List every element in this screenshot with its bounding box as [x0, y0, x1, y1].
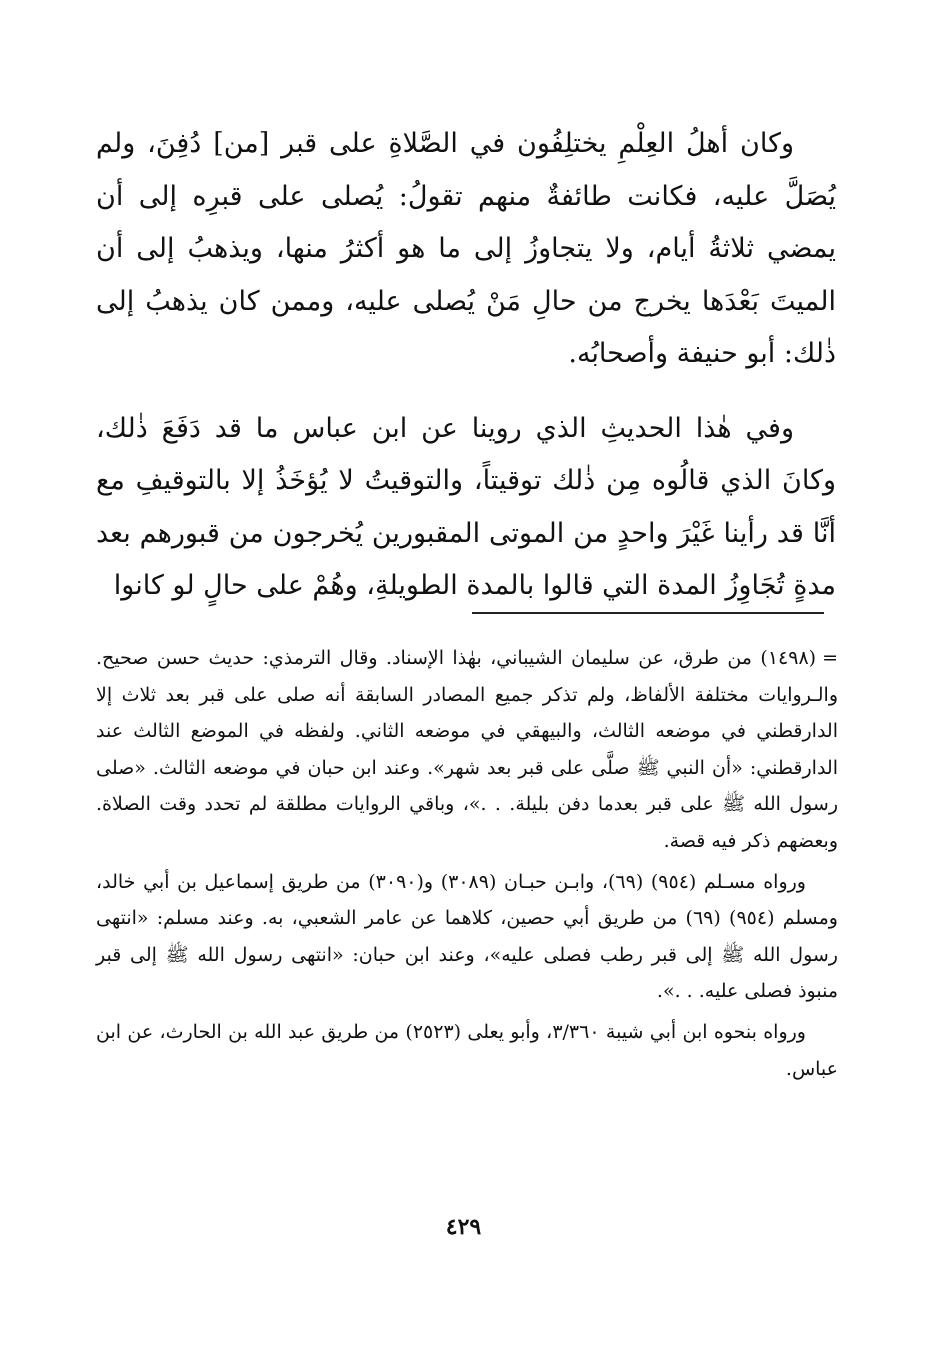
- footnote-continuation-marker: =: [822, 647, 838, 669]
- page-number: ٤٢٩: [445, 1214, 482, 1240]
- footnote-paragraph-2: ورواه مسـلم (٩٥٤) (٦٩)، وابـن حبـان (٣٠٨٩) و(٣٠٩٠) من طريق إسماعيل بن أبي خالد، ومسلم (٩٥٤) (٦٩) من طريق أبي حصين، كلاهما عن عامر الشعبي، به. وعند مسلم: «انتهى رسول الله ﷺ إلى قبر رطب فصلى عليه»، وعند ابن حبان: «انتهى رسول الله ﷺ إلى قبر منبوذ فصلى عليه. . .».: [96, 870, 838, 1003]
- main-text: [96, 118, 836, 613]
- footnote-paragraph-3: ورواه بنحوه ابن أبي شيبة ٣/٣٦٠، وأبو يعلى (٢٥٢٣) من طريق عبد الله بن الحارث، عن ابن عباس.: [96, 1020, 838, 1080]
- body-paragraph-2: وفي هٰذا الحديثِ الذي روينا عن ابن عباس ما قد دَفَعَ ذٰلك، وكانَ الذي قالُوه مِن ذٰلك توقيتاً، والتوقيتُ لا يُؤخَذُ إلا بالتوقيفِ مع أنَّا قد رأينا غَيْرَ واحدٍ من الموتى المقبورين يُخرجون من قبورهم بعد مدةٍ تُجَاوِزُ المدة التي قالوا بالمدة الطويلةِ، وهُمْ على حالٍ لو كانوا: [96, 412, 836, 601]
- footnote-paragraph-1: [96, 640, 838, 860]
- footnotes: [96, 640, 838, 1087]
- body-paragraph-1: وكان أهلُ العِلْمِ يختلِفُون في الصَّلاةِ على قبر [من] دُفِنَ، ولم يُصَلَّ عليه، فكانت طائفةٌ منهم تقولُ: يُصلى على قبرِه إلى أن يمضي ثلاثةُ أيام، ولا يتجاوزُ إلى ما هو أكثرُ منها، ويذهبُ إلى أن الميتَ بَعْدَها يخرج من حالِ مَنْ يُصلى عليه، وممن كان يذهبُ إلى ذٰلك: أبو حنيفة وأصحابُه.: [96, 128, 836, 369]
- footnote-separator: [472, 612, 824, 614]
- footnote-text-1: (١٤٩٨) من طرق، عن سليمان الشيباني، بهٰذا الإسناد. وقال الترمذي: حديث حسن صحيح. والـروايات مختلفة الألفاظ، ولم تذكر جميع المصادر السابقة أنه صلى على قبر بعد ثلاث إلا الدارقطني في موضعه الثالث، والبيهقي في موضعه الثاني. ولفظه في الموضع الثالث عند الدارقطني: «أن النبي ﷺ صلَّى على قبر بعد شهر». وعند ابن حبان في موضعه الثالث. «صلى رسول الله ﷺ على قبر بعدما دفن بليلة. . .»، وباقي الروايات مطلقة لم تحدد وقت الصلاة. وبعضهم ذكر فيه قصة.: [96, 647, 838, 852]
